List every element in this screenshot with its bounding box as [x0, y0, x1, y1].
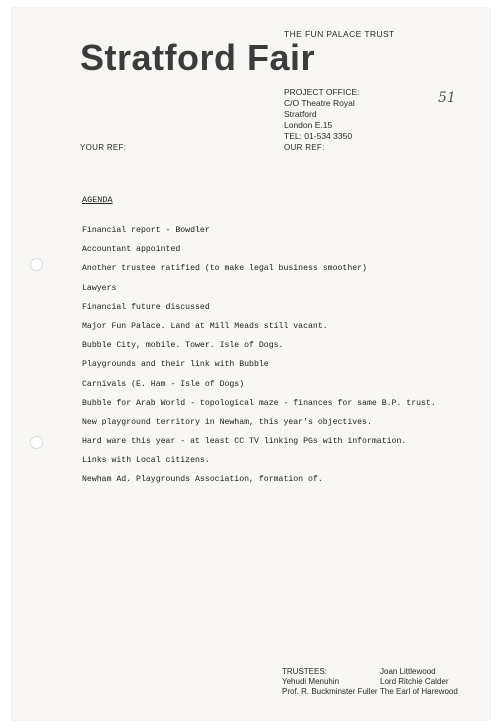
trustee-name: Lord Ritchie Calder: [380, 677, 449, 686]
your-ref-label: YOUR REF:: [80, 143, 127, 152]
punch-hole-top: [30, 258, 43, 271]
agenda-item: Newham Ad. Playgrounds Association, formation of.: [82, 475, 323, 485]
office-label: PROJECT OFFICE:: [284, 87, 360, 97]
agenda-list: [82, 226, 436, 495]
office-line: Stratford: [284, 109, 317, 119]
trustees-label: TRUSTEES:: [282, 667, 327, 676]
agenda-item: Financial future discussed: [82, 302, 210, 312]
agenda-heading: AGENDA: [82, 195, 113, 205]
letterhead-title: Stratford Fair: [80, 37, 316, 78]
agenda-item: Bubble City, mobile. Tower. Isle of Dogs.: [82, 341, 284, 351]
trust-name: THE FUN PALACE TRUST: [284, 29, 395, 39]
trustee-name: Yehudi Menuhin: [282, 677, 340, 686]
office-line: C/O Theatre Royal: [284, 98, 355, 108]
agenda-item: Lawyers: [82, 283, 117, 293]
agenda-item: Another trustee ratified (to make legal business smoother): [82, 264, 367, 274]
agenda-item: Hard ware this year - at least CC TV linking PGs with information.: [82, 437, 407, 447]
trustee-name: The Earl of Harewood: [380, 687, 458, 696]
agenda-item: New playground territory in Newham, this year's objectives.: [82, 417, 372, 427]
handwritten-page-number: 51: [438, 90, 456, 106]
agenda-item: Accountant appointed: [82, 245, 181, 255]
trustees-block: [282, 667, 458, 697]
office-line: TEL: 01-534 3350: [284, 131, 353, 141]
trustees-right-column: [380, 667, 458, 697]
trustee-name: Prof. R. Buckminster Fuller: [282, 687, 378, 696]
agenda-item: Financial report - Bowdler: [82, 226, 210, 235]
agenda-item: Carnivals (E. Ham - Isle of Dogs): [82, 379, 245, 389]
agenda-item: Links with Local citizens.: [82, 456, 210, 466]
punch-hole-bottom: [30, 436, 43, 449]
office-line: London E.15: [284, 120, 333, 130]
our-ref-label: OUR REF:: [284, 143, 325, 152]
agenda-item: Bubble for Arab World - topological maze - finances for same B.P. trust.: [82, 398, 436, 408]
project-office-address: [284, 87, 359, 142]
agenda-item: Major Fun Palace. Land at Mill Meads still vacant.: [82, 321, 328, 331]
trustee-name: Joan Littlewood: [380, 667, 436, 676]
agenda-item: Playgrounds and their link with Bubble: [82, 360, 269, 370]
